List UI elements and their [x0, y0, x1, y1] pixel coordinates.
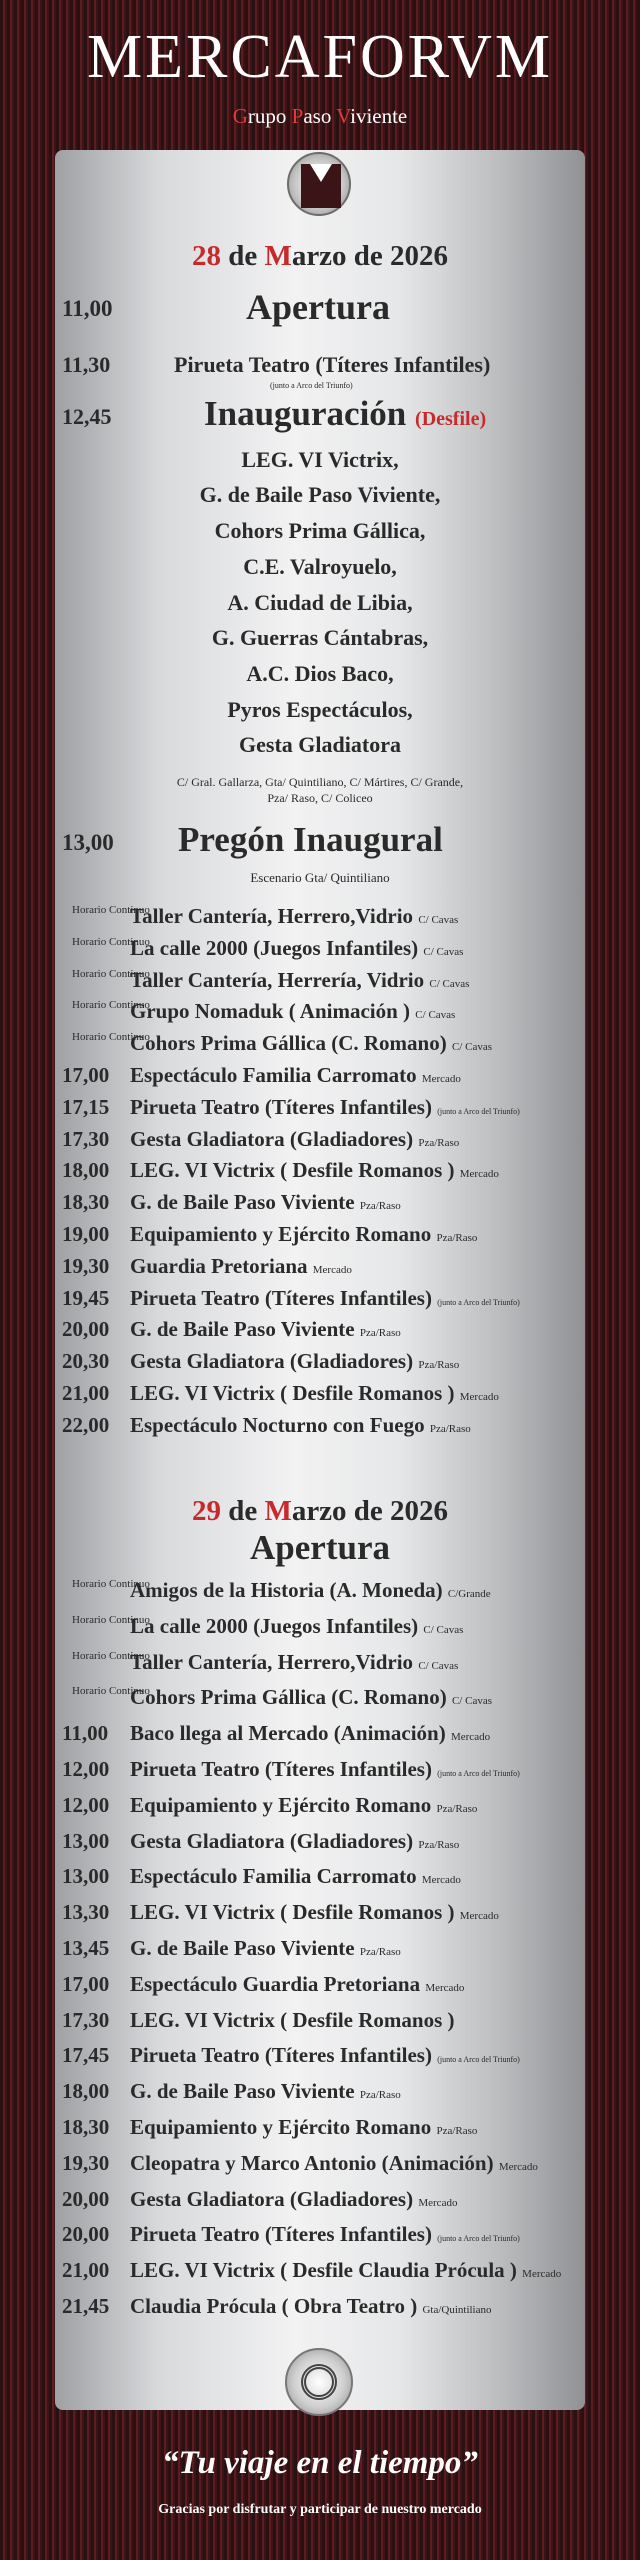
event-name: Cohors Prima Gállica (C. Romano) — [130, 1031, 447, 1056]
group-line: C.E. Valroyuelo, — [243, 554, 397, 579]
group-line: Gesta Gladiatora — [239, 732, 401, 757]
date-text: M — [264, 1495, 292, 1527]
event-location: C/ Cavas — [451, 1695, 492, 1708]
event-location: Pza/Raso — [436, 2125, 478, 2137]
event-line — [130, 1936, 401, 1961]
event-name: Gesta Gladiatora (Gladiadores) — [130, 1126, 414, 1151]
schedule-row — [62, 2258, 582, 2290]
event-line — [130, 1127, 459, 1152]
event-location: Pza/Raso — [359, 1327, 401, 1340]
schedule-row — [62, 1413, 582, 1445]
event-time: 12,00 — [62, 1792, 110, 1817]
event-name: Pirueta Teatro (Títeres Infantiles) — [130, 2043, 432, 2068]
event-line — [130, 1349, 459, 1374]
schedule-row — [62, 968, 582, 1000]
schedule-row — [62, 1614, 582, 1646]
event-time: 21,00 — [62, 2258, 110, 2283]
event-name: LEG. VI Victrix ( Desfile Romanos ) — [130, 2007, 455, 2032]
group-line: A.C. Dios Baco, — [246, 661, 394, 686]
event-time: 13,00 — [62, 1864, 110, 1889]
schedule-row — [62, 1650, 582, 1682]
event-note: (junto a Arco del Triunfo) — [437, 1106, 520, 1116]
event-name: Espectáculo Guardia Pretoriana — [130, 1971, 421, 1996]
day2-date — [55, 1495, 585, 1528]
event-time: 13,00 — [62, 1828, 110, 1853]
event-name: Espectáculo Familia Carromato — [130, 1063, 417, 1087]
schedule-row — [62, 999, 582, 1031]
event-line — [130, 1158, 499, 1183]
event-time: 18,00 — [62, 1158, 110, 1183]
event-location: Mercado — [425, 1981, 465, 1994]
group-line: LEG. VI Victrix, — [241, 447, 399, 472]
event-name: LEG. VI Victrix ( Desfile Romanos ) — [130, 1158, 455, 1183]
event-time: 21,45 — [62, 2294, 110, 2318]
date-text: arzo de 2026 — [291, 1495, 449, 1527]
event-location: C/ Cavas — [418, 914, 459, 926]
schedule-row — [62, 1578, 582, 1610]
schedule-row — [62, 2187, 582, 2219]
event-time: 18,30 — [62, 2115, 110, 2139]
schedule-row — [62, 1757, 582, 1789]
event-name: G. de Baile Paso Viviente — [130, 2079, 355, 2104]
event-location: Pza/Raso — [418, 1838, 460, 1851]
event-location: C/ Cavas — [415, 1009, 456, 1022]
day1-date — [55, 240, 585, 273]
event-time: 18,00 — [62, 2079, 110, 2104]
event-location: Mercado — [459, 1391, 499, 1403]
event-location: Pza/Raso — [418, 1359, 460, 1372]
event-line — [130, 1286, 520, 1311]
event-line — [130, 2043, 520, 2068]
event-name: G. de Baile Paso Viviente — [130, 1190, 355, 1215]
event-time: 19,45 — [62, 1285, 110, 1310]
event-line — [130, 1381, 499, 1406]
event-line — [130, 1685, 492, 1710]
event-line — [130, 1031, 492, 1056]
schedule-row — [62, 1286, 582, 1318]
event-time: 20,00 — [62, 2222, 110, 2247]
schedule-row — [62, 1254, 582, 1286]
event-name: Gesta Gladiatora (Gladiadores) — [130, 2186, 414, 2211]
continuous-hours-label: Horario Continuo — [72, 1649, 150, 1662]
event-location: Mercado — [522, 2268, 562, 2281]
event-line — [130, 1317, 401, 1342]
subtitle-part: V — [336, 104, 351, 128]
event-time: 13,30 — [62, 1900, 110, 1925]
event-location: Mercado — [450, 1731, 491, 1744]
event-name: Equipamiento y Ejército Romano — [130, 1222, 432, 1246]
event-location: Mercado — [312, 1263, 352, 1276]
event-line — [130, 2115, 477, 2140]
event-line — [130, 904, 458, 929]
event-line — [130, 2222, 520, 2247]
event-location: Pza/Raso — [436, 1802, 478, 1815]
schedule-row — [62, 1685, 582, 1717]
event-line — [130, 999, 455, 1024]
event-name: Equipamiento y Ejército Romano — [130, 1792, 432, 1817]
schedule-row — [62, 2079, 582, 2111]
event-name: Taller Cantería, Herrería, Vidrio — [130, 967, 425, 992]
event-location: C/ Cavas — [423, 945, 464, 958]
pregon-venue: Escenario Gta/ Quintiliano — [250, 870, 390, 885]
event-line — [130, 1900, 499, 1925]
inauguracion-label: Inauguración — [204, 394, 407, 433]
schedule-row — [62, 1793, 582, 1825]
pirueta-note: (junto a Arco del Triunfo) — [270, 381, 353, 390]
group-line: G. Guerras Cántabras, — [211, 625, 429, 650]
pregon-title: Pregón Inaugural — [178, 820, 443, 859]
event-time: 17,30 — [62, 1126, 110, 1151]
event-line — [130, 1793, 477, 1818]
continuous-hours-label: Horario Continuo — [72, 904, 150, 916]
subtitle-part: rupo — [247, 104, 292, 128]
event-location: Mercado — [421, 1073, 461, 1085]
schedule-row — [62, 1158, 582, 1190]
event-name: LEG. VI Victrix ( Desfile Claudia Prócula ) — [130, 2258, 517, 2283]
schedule-row — [62, 1829, 582, 1861]
event-location: Pza/Raso — [436, 1232, 478, 1244]
parade-route: C/ Gral. Gallarza, Gta/ Quintiliano, C/ Mártires, C/ Grande, — [176, 775, 464, 789]
continuous-hours-label: Horario Continuo — [72, 935, 150, 948]
event-line — [130, 1190, 401, 1215]
event-line — [130, 2008, 455, 2033]
event-location: C/ Cavas — [451, 1041, 492, 1054]
date-text: de — [220, 240, 265, 272]
event-name: Gesta Gladiatora (Gladiadores) — [130, 1349, 414, 1374]
event-location: Gta/Quintiliano — [422, 2304, 492, 2316]
schedule-row — [62, 2294, 582, 2326]
event-line — [130, 1614, 463, 1639]
subtitle-part: P — [291, 104, 304, 128]
schedule-row — [62, 1381, 582, 1413]
event-time: 18,30 — [62, 1190, 110, 1215]
event-location: Pza/Raso — [359, 2089, 401, 2102]
subtitle-part: G — [232, 104, 248, 128]
event-name: Equipamiento y Ejército Romano — [130, 2115, 432, 2139]
continuous-hours-label: Horario Continuo — [72, 967, 150, 980]
event-name: Espectáculo Nocturno con Fuego — [130, 1412, 425, 1437]
event-line — [130, 2151, 538, 2176]
event-note: (junto a Arco del Triunfo) — [437, 1297, 520, 1307]
event-time: 12,00 — [62, 1757, 110, 1781]
schedule-row — [62, 904, 582, 936]
event-name: Amigos de la Historia (A. Moneda) — [130, 1578, 443, 1602]
event-time: 17,00 — [62, 1063, 110, 1087]
event-line — [130, 2258, 561, 2283]
date-text: M — [264, 240, 292, 272]
schedule-row — [62, 1936, 582, 1968]
event-location: Pza/Raso — [359, 1946, 401, 1958]
apertura-time: 11,00 — [62, 296, 113, 321]
subtitle-part: iviente — [350, 104, 408, 128]
inauguracion-sub: (Desfile) — [415, 408, 487, 430]
event-name: Pirueta Teatro (Títeres Infantiles) — [130, 2222, 432, 2247]
event-name: Claudia Prócula ( Obra Teatro ) — [130, 2294, 418, 2318]
event-location: Pza/Raso — [359, 1200, 401, 1213]
event-time: 11,00 — [62, 1721, 109, 1746]
apertura-title: Apertura — [246, 287, 390, 327]
schedule-row — [62, 1864, 582, 1896]
inauguracion-time: 12,45 — [62, 404, 112, 429]
event-time: 13,45 — [62, 1936, 110, 1960]
event-location: Mercado — [421, 1874, 461, 1887]
date-text: de — [220, 1495, 265, 1527]
pregon-time: 13,00 — [62, 830, 114, 855]
event-name: Pirueta Teatro (Títeres Infantiles) — [130, 1757, 432, 1781]
event-location: C/Grande — [447, 1588, 491, 1600]
event-name: LEG. VI Victrix ( Desfile Romanos ) — [130, 1381, 455, 1405]
event-time: 20,30 — [62, 1349, 110, 1374]
laurel-emblem-icon — [285, 2348, 353, 2416]
logo-emblem-icon — [287, 152, 351, 216]
header — [0, 0, 640, 175]
event-time: 21,00 — [62, 1381, 110, 1405]
event-note: (junto a Arco del Triunfo) — [437, 2234, 520, 2244]
schedule-row — [62, 2008, 582, 2040]
event-location: Pza/Raso — [418, 1136, 460, 1149]
event-name: Taller Cantería, Herrero,Vidrio — [130, 1649, 414, 1674]
event-line — [130, 968, 469, 993]
event-name: Espectáculo Familia Carromato — [130, 1864, 417, 1889]
event-name: G. de Baile Paso Viviente — [130, 1936, 355, 1960]
event-line — [130, 1063, 461, 1088]
schedule-row — [62, 1972, 582, 2004]
event-name: La calle 2000 (Juegos Infantiles) — [130, 1613, 419, 1638]
event-location: Mercado — [459, 1910, 499, 1923]
schedule-row — [62, 1900, 582, 1932]
event-name: Pirueta Teatro (Títeres Infantiles) — [130, 1285, 432, 1310]
pirueta-time: 11,30 — [62, 352, 111, 377]
event-time: 17,30 — [62, 2007, 110, 2032]
inauguracion-title — [204, 394, 486, 434]
event-name: Taller Cantería, Herrero,Vidrio — [130, 904, 414, 928]
thanks-line: Gracias por disfrutar y participar de nuestro mercado — [158, 2502, 482, 2517]
group-line: Cohors Prima Gállica, — [214, 518, 426, 543]
event-name: Cleopatra y Marco Antonio (Animación) — [130, 2150, 494, 2175]
schedule-row — [62, 2151, 582, 2183]
event-location: Pza/Raso — [429, 1422, 471, 1435]
schedule-row — [62, 1190, 582, 1222]
schedule-row — [62, 1095, 582, 1127]
brand-subtitle — [0, 104, 640, 129]
event-name: LEG. VI Victrix ( Desfile Romanos ) — [130, 1900, 455, 1925]
event-time: 17,15 — [62, 1094, 110, 1119]
day2-apertura-title: Apertura — [250, 1528, 390, 1567]
event-location: C/ Cavas — [423, 1623, 464, 1636]
event-line — [130, 1413, 471, 1438]
group-line: Pyros Espectáculos, — [227, 697, 413, 722]
event-line — [130, 1254, 352, 1279]
event-name: Baco llega al Mercado (Animación) — [130, 1721, 446, 1746]
group-line: G. de Baile Paso Viviente, — [199, 482, 441, 507]
slogan: “Tu viaje en el tiempo” — [162, 2445, 478, 2481]
event-time: 19,00 — [62, 1222, 110, 1246]
event-name: La calle 2000 (Juegos Infantiles) — [130, 935, 419, 960]
event-line — [130, 1864, 461, 1889]
event-line — [130, 1222, 477, 1247]
event-time: 19,30 — [62, 1253, 110, 1278]
continuous-hours-label: Horario Continuo — [72, 1578, 150, 1590]
event-location: C/ Cavas — [418, 1659, 459, 1672]
event-line — [130, 1578, 491, 1603]
event-line — [130, 1650, 458, 1675]
schedule-row — [62, 1031, 582, 1063]
continuous-hours-label: Horario Continuo — [72, 1613, 150, 1626]
schedule-row — [62, 2043, 582, 2075]
date-text: arzo de 2026 — [291, 240, 449, 272]
event-line — [130, 936, 463, 961]
event-location: Mercado — [498, 2160, 538, 2173]
event-line — [130, 1972, 464, 1997]
event-time: 19,30 — [62, 2150, 110, 2175]
event-line — [130, 1095, 520, 1120]
schedule-row — [62, 1222, 582, 1254]
event-name: Pirueta Teatro (Títeres Infantiles) — [130, 1094, 432, 1119]
event-line — [130, 2187, 457, 2212]
event-time: 17,00 — [62, 1971, 110, 1996]
schedule-row — [62, 1317, 582, 1349]
event-time: 20,00 — [62, 2186, 110, 2211]
schedule-row — [62, 2115, 582, 2147]
schedule-row — [62, 936, 582, 968]
parade-route: Pza/ Raso, C/ Coliceo — [267, 791, 373, 805]
event-line — [130, 2079, 401, 2104]
event-line — [130, 1721, 490, 1746]
event-note: (junto a Arco del Triunfo) — [437, 2055, 520, 2065]
event-line — [130, 1829, 459, 1854]
schedule-row — [62, 1349, 582, 1381]
continuous-hours-label: Horario Continuo — [72, 999, 150, 1012]
event-name: Grupo Nomaduk ( Animación ) — [130, 999, 411, 1024]
event-time: 17,45 — [62, 2043, 110, 2068]
event-location: C/ Cavas — [429, 977, 470, 990]
schedule-row — [62, 1127, 582, 1159]
event-name: G. de Baile Paso Viviente — [130, 1317, 355, 1342]
event-name: Guardia Pretoriana — [130, 1253, 308, 1278]
schedule-row — [62, 1063, 582, 1095]
event-name: Cohors Prima Gállica (C. Romano) — [130, 1685, 447, 1710]
event-time: 22,00 — [62, 1412, 110, 1437]
brand-title: MERCAFORVM — [86, 23, 554, 91]
group-line: A. Ciudad de Libia, — [227, 590, 413, 615]
event-note: (junto a Arco del Triunfo) — [437, 1769, 520, 1778]
date-day: 29 — [191, 1495, 221, 1527]
subtitle-part: aso — [303, 104, 337, 128]
event-time: 20,00 — [62, 1317, 110, 1342]
schedule-row — [62, 1721, 582, 1753]
event-line — [130, 1757, 520, 1782]
continuous-hours-label: Horario Continuo — [72, 1031, 150, 1044]
event-name: Gesta Gladiatora (Gladiadores) — [130, 1828, 414, 1853]
date-day: 28 — [191, 240, 221, 272]
schedule-row — [62, 2222, 582, 2254]
pirueta-event: Pirueta Teatro (Títeres Infantiles) — [174, 352, 491, 377]
event-location: Mercado — [459, 1168, 499, 1181]
event-line — [130, 2294, 492, 2319]
event-location: Mercado — [418, 2196, 458, 2209]
continuous-hours-label: Horario Continuo — [72, 1685, 150, 1698]
